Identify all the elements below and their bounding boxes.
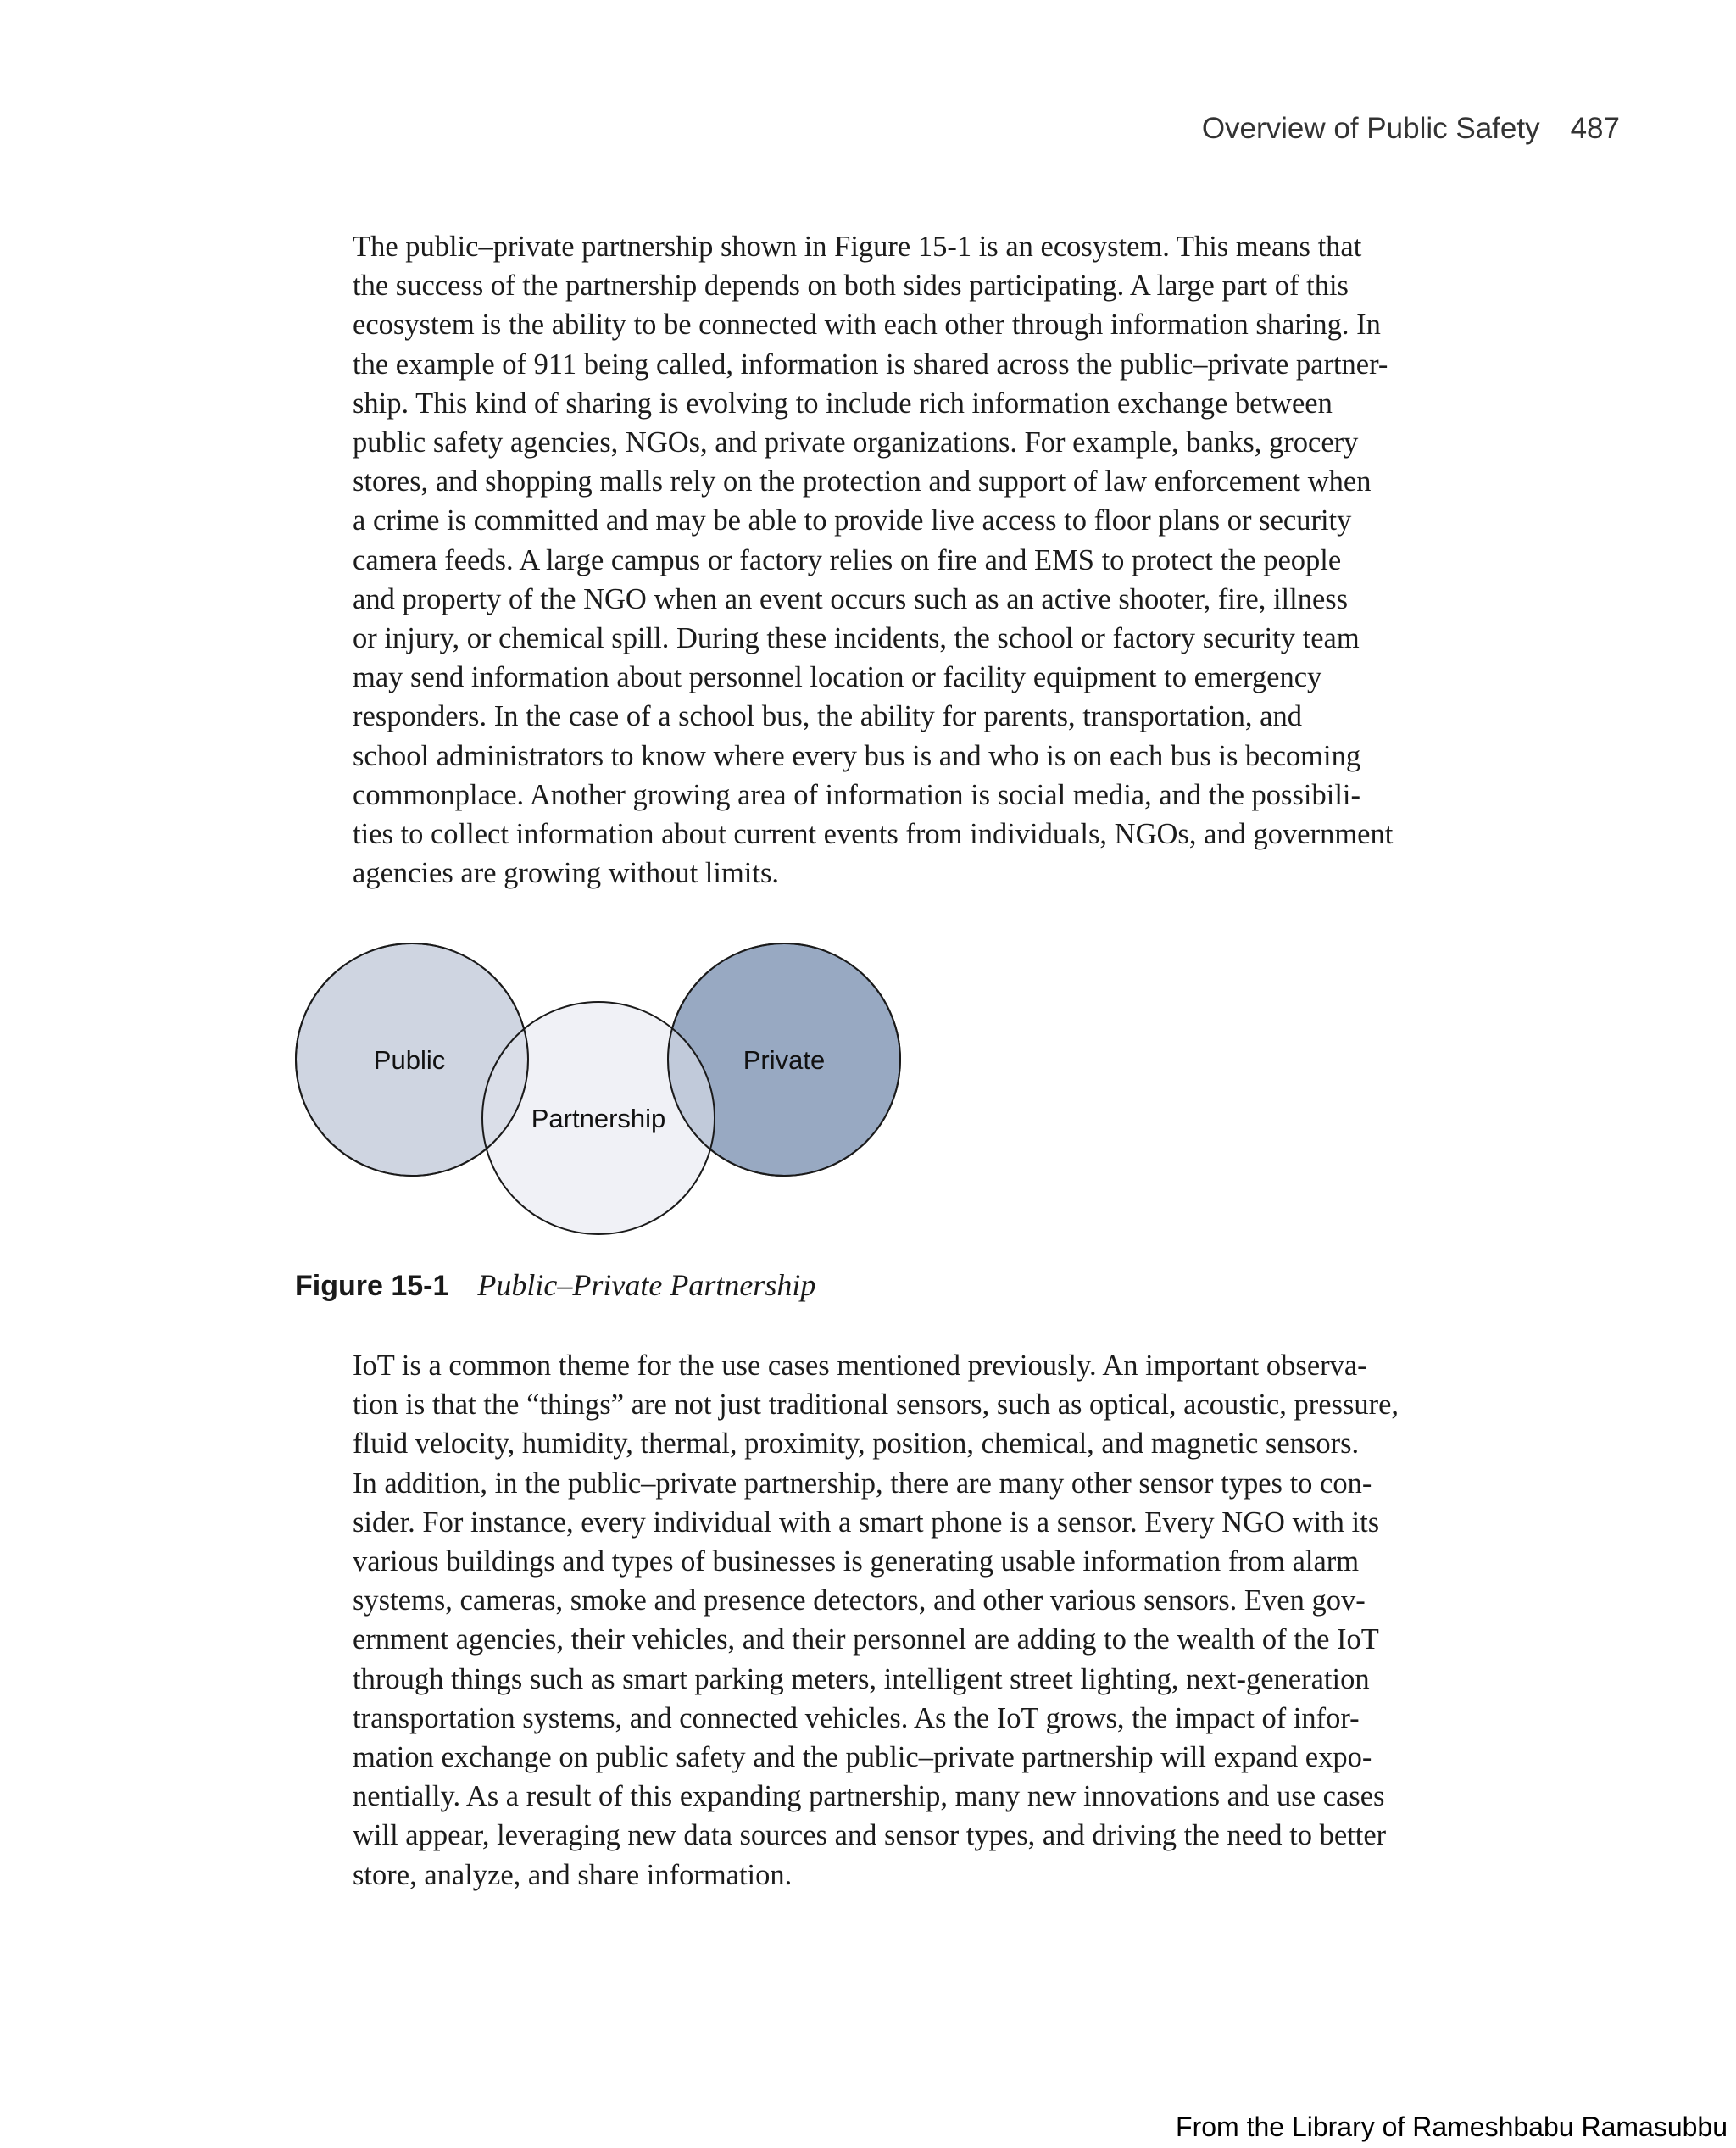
figure-number: Figure 15-1 xyxy=(295,1270,449,1302)
text-line: mation exchange on public safety and the public–private partnership will expand expo- xyxy=(353,1741,1372,1774)
text-line: store, analyze, and share information. xyxy=(353,1858,793,1891)
text-line: In addition, in the public–private partnership, there are many other sensor types to con- xyxy=(353,1466,1372,1500)
section-title: Overview of Public Safety xyxy=(1201,112,1540,145)
running-header xyxy=(1202,112,1620,146)
text-line: ernment agencies, their vehicles, and their personnel are adding to the wealth of the IoT xyxy=(353,1623,1379,1656)
figure-caption xyxy=(295,1267,815,1303)
text-line: ecosystem is the ability to be connected with each other through information sharing. In xyxy=(353,309,1381,342)
text-line: the success of the partnership depends on both sides participating. A large part of this xyxy=(353,270,1349,303)
text-line: ties to collect information about current events from individuals, NGOs, and government xyxy=(353,818,1394,851)
text-line: will appear, leveraging new data sources and sensor types, and driving the need to better xyxy=(353,1819,1387,1852)
text-line: ship. This kind of sharing is evolving to include rich information exchange between xyxy=(353,387,1333,420)
text-line: responders. In the case of a school bus, the ability for parents, transportation, and xyxy=(353,700,1302,733)
text-line: the example of 911 being called, information is shared across the public–private partner- xyxy=(353,348,1388,381)
paragraph-2 xyxy=(353,1346,1510,1895)
text-line: tion is that the “things” are not just traditional sensors, such as optical, acoustic, pressure, xyxy=(353,1388,1399,1422)
text-line: systems, cameras, smoke and presence detectors, and other various sensors. Even gov- xyxy=(353,1584,1366,1617)
private-label: Private xyxy=(743,1045,826,1075)
paragraph-1 xyxy=(353,227,1510,893)
text-line: through things such as smart parking meters, intelligent street lighting, next-generation xyxy=(353,1662,1370,1695)
text-line: or injury, or chemical spill. During these incidents, the school or factory security team xyxy=(353,622,1360,655)
text-line: school administrators to know where every bus is and who is on each bus is becoming xyxy=(353,739,1361,772)
text-line: agencies are growing without limits. xyxy=(353,857,780,890)
library-watermark: From the Library of Rameshbabu Ramasubbu xyxy=(1176,2112,1728,2142)
text-line: camera feeds. A large campus or factory relies on fire and EMS to protect the people xyxy=(353,543,1342,576)
text-line: nentially. As a result of this expanding partnership, many new innovations and use cases xyxy=(353,1780,1385,1813)
text-line: and property of the NGO when an event occurs such as an active shooter, fire, illness xyxy=(353,582,1349,615)
text-line: public safety agencies, NGOs, and private organizations. For example, banks, grocery xyxy=(353,426,1359,459)
public-label: Public xyxy=(373,1045,446,1075)
text-line: The public–private partnership shown in Figure 15-1 is an ecosystem. This means that xyxy=(353,231,1362,263)
venn-diagram-figure xyxy=(288,937,915,1242)
text-line: stores, and shopping malls rely on the protection and support of law enforcement when xyxy=(353,465,1372,498)
figure-title: Public–Private Partnership xyxy=(477,1268,816,1302)
venn-diagram xyxy=(288,937,915,1242)
text-line: transportation systems, and connected vehicles. As the IoT grows, the impact of infor- xyxy=(353,1701,1360,1734)
text-line: commonplace. Another growing area of information is social media, and the possibili- xyxy=(353,778,1360,811)
partnership-label: Partnership xyxy=(531,1104,666,1133)
text-line: sider. For instance, every individual with a smart phone is a sensor. Every NGO with its xyxy=(353,1505,1380,1539)
text-line: a crime is committed and may be able to provide live access to floor plans or security xyxy=(353,504,1352,537)
page-number: 487 xyxy=(1570,112,1620,145)
text-line: fluid velocity, humidity, thermal, proximity, position, chemical, and magnetic sensors. xyxy=(353,1427,1360,1461)
text-line: may send information about personnel location or facility equipment to emergency xyxy=(353,661,1322,694)
text-line: IoT is a common theme for the use cases mentioned previously. An important observa- xyxy=(353,1349,1367,1382)
text-line: various buildings and types of businesses is generating usable information from alarm xyxy=(353,1545,1360,1578)
